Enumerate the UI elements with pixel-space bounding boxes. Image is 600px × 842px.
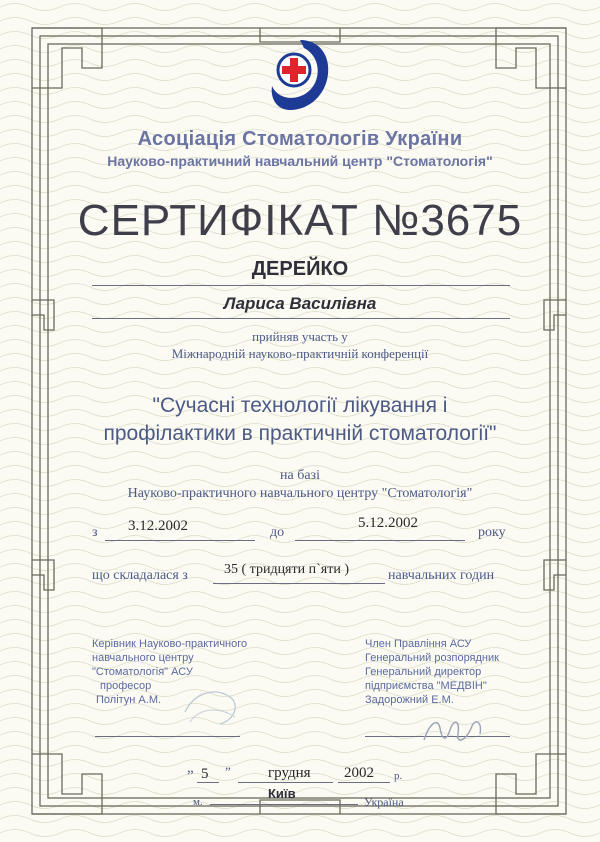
period-to-label: до: [270, 525, 285, 540]
left-signatory-line: Керівник Науково-практичного: [92, 638, 248, 650]
conference-title-line-2: профілактики в практичній стоматології": [103, 422, 497, 445]
base-line-1: на базі: [280, 468, 320, 483]
issue-city: Київ: [268, 786, 296, 801]
participation-line-1: прийняв участь у: [252, 329, 348, 344]
issue-country: Україна: [364, 795, 404, 809]
period-to-underline: [295, 540, 465, 541]
recipient-given-names: Лариса Василівна: [223, 294, 377, 313]
left-signatory-line: Політун А.М.: [96, 694, 162, 706]
right-signatory: [365, 637, 499, 707]
left-signatory-line: навчального центру: [92, 652, 194, 664]
surname-underline: [92, 285, 510, 286]
period-from-underline: [105, 540, 255, 541]
year-underline: [338, 782, 390, 783]
hours-value: 35 ( тридцяти п`яти ): [224, 562, 349, 577]
recipient-surname: ДЕРЕЙКО: [251, 258, 349, 280]
org-subtitle: Науково-практичний навчальний центр "Стоматологія": [107, 153, 493, 169]
city-prefix: м.: [193, 796, 203, 808]
period-from-value: 3.12.2002: [128, 518, 188, 534]
hours-suffix: навчальних годин: [388, 568, 495, 583]
issue-year: 2002: [344, 765, 374, 781]
right-signatory-line: Задорожний Е.М.: [365, 694, 454, 706]
date-quote-close: ”: [225, 764, 231, 779]
certificate-title: СЕРТИФІКАТ №3675: [77, 196, 523, 245]
right-signatory-line: Генеральний розпорядник: [365, 652, 499, 664]
issue-day: 5: [201, 766, 209, 782]
hours-prefix: що складалася з: [92, 568, 188, 583]
handwritten-signature: [420, 712, 490, 750]
hours-underline: [213, 583, 385, 584]
medical-cross-logo-icon: [268, 36, 332, 114]
right-signatory-line: Генеральний директор: [365, 666, 482, 678]
left-signatory-line: "Стоматологія" АСУ: [92, 666, 193, 678]
given-names-underline: [92, 318, 510, 319]
right-signatory-line: підприємства "МЕДВІН": [365, 680, 487, 692]
month-underline: [238, 782, 333, 783]
issue-month: грудня: [268, 765, 311, 781]
participation-line-2: Міжнародній науково-практичній конференції: [171, 346, 429, 361]
period-to-value: 5.12.2002: [358, 515, 418, 531]
right-signatory-line: Член Правління АСУ: [365, 638, 472, 650]
period-from-label: з: [92, 525, 98, 540]
city-underline: [210, 804, 358, 805]
org-name: Асоціація Стоматологів України: [137, 128, 463, 150]
date-quote-open: „: [187, 760, 194, 776]
issue-year-suffix: р.: [394, 770, 403, 782]
stamp-mark: [175, 672, 255, 742]
conference-title-line-1: "Сучасні технології лікування і: [152, 394, 448, 417]
period-year-label: року: [478, 525, 506, 540]
left-signatory-line: професор: [100, 680, 152, 692]
base-line-2: Науково-практичного навчального центру "Стоматологія": [127, 486, 473, 501]
